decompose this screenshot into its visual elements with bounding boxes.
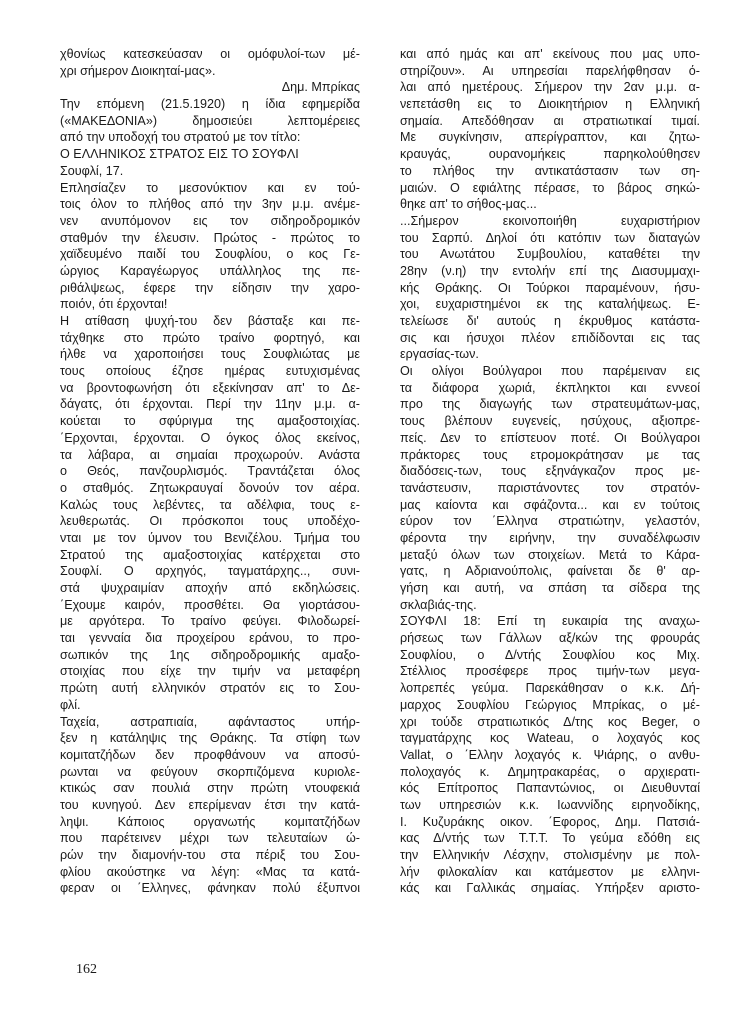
text-line: κτικώς σαν πουλιά στην πρώτη ντουφεκιά (60, 781, 360, 796)
text-line: νεπετάσθη εις το Διοικητήριον η Ελληνική (400, 97, 700, 112)
text-line: σκλαβιάς-της. (400, 597, 477, 612)
text-line: κός Επίτροπος Παπαντώνιος, οι Διευθυνταί (400, 781, 700, 796)
text-line: ται γενναία δια προχείρου εράνου, το προ- (60, 631, 360, 646)
text-line: Ο ΕΛΛΗΝΙΚΟΣ ΣΤΡΑΤΟΣ ΕΙΣ ΤΟ ΣΟΥΦΛΙ (60, 147, 299, 162)
text-line: ο σταθμός. Ζητωκραυγαί δονούν τον αέρα. (60, 480, 360, 495)
text-line: Οι ολίγοι Βούλγαροι που παρέμειναν εις (400, 364, 700, 379)
text-line: ήλθε να χαροποιήσει τους Σουφλιώτας με (60, 347, 360, 362)
text-line: κής Θράκης. Οι Τούρκοι παραμένουν, ήσυ- (400, 280, 700, 295)
text-line: («ΜΑΚΕΔΟΝΙΑ») δημοσιεύει λεπτομέρειες (60, 113, 360, 128)
text-line: στηρίζουν». Αι υπηρεσίαι παρελήφθησαν ό- (400, 63, 700, 78)
text-line: τοις όλον το πλήθος από την 3ην μ.μ. ανέμε- (60, 197, 360, 212)
text-line: κάς και Γαλλικάς σημαίας. Υπήρξεν αριστο- (400, 881, 700, 896)
text-line: ρωνται να φεύγουν σκορπιζόμενα κυριολε- (60, 764, 360, 779)
text-line: την Ελληνικήν Λέσχην, στολισμένην με πολ- (400, 848, 700, 862)
text-line: προ της διαγωγής των στρατευμάτων-μας, (400, 397, 700, 412)
text-line: Η ατίθαση ψυχή-του δεν βάσταξε και πε- (60, 314, 360, 328)
text-line: ξεν η κατάληψις της Θράκης. Τα στίφη των (60, 731, 360, 746)
text-line: τανάστευσιν, παριστάνοντες τον στρατόν- (400, 480, 700, 495)
text-line: Επλησίαζεν το μεσονύκτιον και εν τού- (60, 180, 360, 195)
text-line: Στρατού της αμαξοστοιχίας κατέρχεται στο (60, 547, 360, 562)
text-line: 28ην (ν.η) την εντολήν επί της Διασυμμαχι- (400, 263, 700, 278)
text-line: να βροντοφωνήση ότι εξεκίνησαν απ' το Δε- (60, 380, 360, 395)
text-line: πρώτη αυτή ελληνικόν στρατόν εις το Σου- (60, 681, 360, 696)
text-line: διαδόσεις-των, τους εξηνάγκαζον προς με- (400, 464, 700, 479)
text-line: νται με τον ύμνον του Βενιζέλου. Τμήμα του (60, 530, 360, 545)
text-line: τα λάβαρα, αι σημαίαι προχωρούν. Ανάστα (60, 447, 360, 462)
text-line: λοπρεπές γεύμα. Παρεκάθησαν ο κ.κ. Δή- (400, 681, 700, 696)
text-line: στά ψυχραιμίαν αποχήν από εκδηλώσεις. (60, 581, 360, 595)
text-line: πείς. Δεν το επίστευον ποτέ. Οι Βούλγαροι (400, 430, 700, 445)
text-line: ...Σήμερον εκοινοποιήθη ευχαριστήριον (400, 213, 700, 228)
text-line: Καλώς τους λεβέντες, τα αδέλφια, τους ε- (60, 497, 360, 512)
text-line: των υπηρεσιών κ.κ. Ιωαννίδης ειρηνοδίκης, (400, 797, 700, 812)
text-line: Στέλλιος προσέφερε προς τιμήν-των μεγα- (400, 664, 700, 679)
text-line: το πλήθος την αντικατάστασιν των ση- (400, 163, 700, 178)
text-line: φλίου ακούστηκε να λέγη: «Μας τα κατά- (60, 864, 360, 879)
text-line: χαϊδευμένο παιδί του Σουφλίου, ο κος Γε- (60, 247, 360, 262)
text-line: τελείωσε δι' αυτούς η έκρυθμος κατάστα- (400, 314, 700, 328)
page-number: 162 (76, 962, 97, 977)
text-line: από την υποδοχή του στρατού με τον τίτλο: (60, 130, 301, 145)
text-line: χοι, ευχαριστημένοι εκ της καταλήψεως. Ε- (400, 297, 700, 312)
text-line: πράκτορες τους ετρομοκράτησαν με τας (400, 447, 700, 462)
text-line: Ταχεία, αστραπιαία, αφάνταστος υπήρ- (60, 714, 360, 729)
text-line: ώργιος Καραγέωργος υπάλληλος της πε- (60, 263, 360, 278)
text-line: ΣΟΥΦΛΙ 18: Επί τη ευκαιρία της αναχω- (400, 614, 700, 629)
text-line: μαρχος Σουφλίου Γεώργιος Μπρίκας, ο μέ- (400, 697, 700, 712)
text-line: φλί. (60, 697, 81, 712)
text-line: του κυνηγού. Δεν επερίμεναν έτσι την κατά- (60, 797, 360, 812)
text-line: ΄Ερχονται, έρχονται. Ο όγκος όλος εκείνος, (60, 430, 360, 445)
text-line: γήση και αυτή, να σπάση τα σίδερα της (400, 581, 700, 595)
text-line: σημαία. Απεδόθησαν αι στρατιωτικαί τιμαί. (400, 113, 700, 128)
text-line: ο Θεός, πανζουρλισμός. Τραντάζεται όλος (60, 464, 360, 479)
text-line: πολοχαγός κ. Δημητρακαρέας, ο αρχιερατι- (400, 764, 700, 779)
text-line: Ι. Κυζυράκης οικον. ΄Εφορος, Δημ. Πατσιά- (400, 814, 700, 829)
text-line: ληψι. Κάποιος οργανωτής κομιτατζήδων (60, 814, 360, 829)
text-line: που παρέτεινεν μέχρι των τελευταίων ώ- (60, 831, 360, 846)
signature-line: Δημ. Μπρίκας (281, 80, 360, 95)
text-line: τα διάφορα χωριά, έκπληκτοι και εννεοί (400, 380, 700, 395)
text-line: εύρον τον ΄Ελληνα στρατιώτην, γελαστόν, (400, 514, 700, 529)
text-line: ρήσεως των Γάλλων αξ/κών της φρουράς (400, 631, 700, 646)
text-line: Vallat, ο ΄Ελλην λοχαγός κ. Ψιάρης, ο ανθυ- (400, 747, 700, 762)
text-line: λαι από ημετέρους. Σήμερον την 2αν μ.μ. α- (400, 80, 700, 95)
text-line: γατς, η Αδριανούπολις, φαίνεται δε θ' αρ- (400, 564, 700, 579)
text-line: τους οποίους έζησε ημέρας ευτυχισμένας (60, 364, 360, 379)
text-line: Την επόμενη (21.5.1920) η ίδια εφημερίδα (60, 97, 360, 112)
text-line: ΄Εχουμε καιρόν, προσθέτει. Θα γιορτάσου- (60, 597, 360, 612)
text-line: κραυγάς, ουρανομήκεις παρηκολούθησεν (400, 147, 700, 162)
text-line: κομιτατζήδων δεν προφθάνουν να αποσύ- (60, 747, 360, 762)
text-line: χρι σήμερον Διοικηταί-μας». (60, 63, 216, 78)
text-line: μεταξύ όλων των στοιχείων. Μετά το Κάρα- (400, 547, 700, 562)
text-line: Με συγκίνησιν, απερίγραπτον, και ζητω- (400, 130, 700, 145)
text-line: κας Δ/ντής των Τ.Τ.Τ. Το γεύμα εδόθη εις (400, 831, 700, 846)
text-line: Σουφλί. Ο αρχηγός, ταγματάρχης.., συνι- (60, 564, 360, 579)
text-line: ρών την διαμονήν-του στα πέριξ του Σου- (60, 848, 360, 862)
text-line: ριθάλψεως, έφερε την είδησιν την χαρο- (60, 280, 360, 295)
text-line: σις και ήσυχοι πλέον επιδίδονται εις τας (400, 330, 700, 345)
left-text-column (60, 46, 360, 897)
text-line: Σουφλί, 17. (60, 163, 124, 178)
text-line: δάγατς, ότι έρχονται. Περί την 11ην μ.μ. α- (60, 397, 360, 412)
text-line: εργασίας-των. (400, 347, 479, 362)
text-line: σταθμόν την έλευσιν. Πρώτος - πρώτος το (60, 230, 360, 245)
text-line: με αργότερα. Το τραίνο φεύγει. Φιλοδωρεί- (60, 614, 360, 629)
text-line: μας καίοντα και σφάζοντα... και εν τούτοις (400, 497, 700, 512)
text-line: χρι τούδε στρατιωτικός Δ/της κος Beger, ο (400, 714, 700, 729)
text-line: νεν ανυπόμονον εις τον σιδηροδρομικόν (60, 213, 360, 228)
text-line: ταγματάρχης κος Wateau, ο λοχαγός κος (400, 731, 700, 746)
text-line: τους βλέπουν ευγενείς, ησύχους, αξιοπρε- (400, 414, 700, 429)
text-line: θηκε απ' το σήθος-μας... (400, 197, 537, 212)
text-line: σωπικόν της 1ης σιδηροδρομικής αμαξο- (60, 647, 360, 662)
text-line: του Σαρπύ. Δηλοί ότι κατόπιν των διαταγών (400, 230, 700, 245)
text-line: φέροντα την ειρήνην, την συναδέλφωσιν (400, 530, 700, 545)
text-line: χθονίως κατεσκεύασαν οι ομόφυλοί-των μέ- (60, 47, 360, 61)
text-line: στοιχίας που είχε την τιμήν να μεταφέρη (60, 664, 360, 679)
text-line: Σουφλίου, ο Δ/ντής Σουφλίου κος Μιχ. (400, 647, 700, 662)
text-line: μαιών. Ο εφιάλτης πέρασε, το βάρος σηκώ- (400, 180, 700, 195)
text-line: κούεται το σφύριγμα της αμαξοστοιχίας. (60, 414, 360, 429)
text-line: του Ανωτάτου Συμβουλίου, καταθέτει την (400, 247, 700, 262)
text-line: φεραν οι ΄Ελληνες, φάνηκαν πολύ έξυπνοι (60, 881, 360, 896)
text-line: λευθερωτάς. Οι πρόσκοποι τους υποδέχο- (60, 514, 360, 529)
text-line: τάχθηκε στο πρώτο τραίνο φορτηγό, και (60, 330, 360, 345)
text-line: ποιόν, ότι έρχονται! (60, 297, 168, 312)
right-text-column (400, 46, 700, 897)
text-line: και από ημάς και απ' εκείνους που μας υπο- (400, 47, 700, 61)
text-line: λήν φιλοκαλίαν και κατάμεστον με ελληνι- (400, 864, 700, 879)
